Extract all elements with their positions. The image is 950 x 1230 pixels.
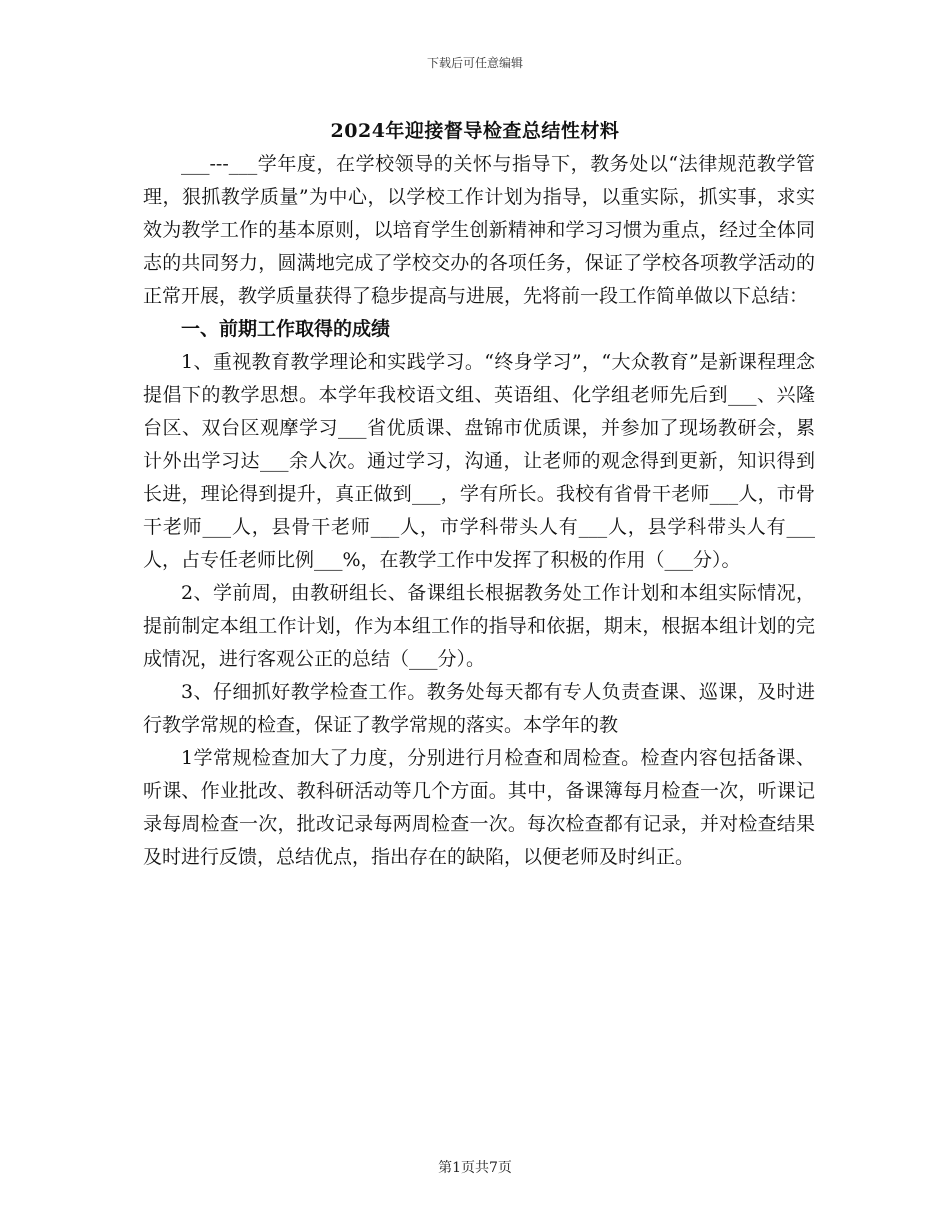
- document-body: [143, 148, 815, 874]
- item-3-paragraph: 3、仔细抓好教学检查工作。教务处每天都有专人负责查课、巡课，及时进行教学常规的检查，保证了教学常规的落实。本学年的教: [143, 681, 815, 736]
- page-footer: 第1页共7页: [438, 1160, 512, 1176]
- item-2-paragraph: 2、学前周，由教研组长、备课组长根据教务处工作计划和本组实际情况，提前制定本组工作计划，作为本组工作的指导和依据，期末，根据本组计划的完成情况，进行客观公正的总结（___分）。: [143, 582, 815, 670]
- section-heading: 一、前期工作取得的成绩: [181, 318, 391, 340]
- header-note: 下载后可任意编辑: [426, 56, 523, 70]
- document-title: 2024年迎接督导检查总结性材料: [330, 120, 620, 142]
- item-3-continuation: 1学常规检查加大了力度，分别进行月检查和周检查。检查内容包括备课、听课、作业批改、教科研活动等几个方面。其中，备课簿每月检查一次，听课记录每周检查一次，批改记录每两周检查一次。每次检查都有记录，并对检查结果及时进行反馈，总结优点，指出存在的缺陷，以便老师及时纠正。: [143, 747, 815, 868]
- intro-paragraph: ___---___学年度，在学校领导的关怀与指导下，教务处以“法律规范教学管理，狠抓教学质量”为中心，以学校工作计划为指导，以重实际，抓实事，求实效为教学工作的基本原则，以培育学生创新精神和学习习惯为重点，经过全体同志的共同努力，圆满地完成了学校交办的各项任务，保证了学校各项教学活动的正常开展，教学质量获得了稳步提高与进展，先将前一段工作简单做以下总结：: [143, 153, 815, 307]
- item-1-paragraph: 1、重视教育教学理论和实践学习。“终身学习”，“大众教育”是新课程理念提倡下的教学思想。本学年我校语文组、英语组、化学组老师先后到___、兴隆台区、双台区观摩学习___省优质课、盘锦市优质课，并参加了现场教研会，累计外出学习达___余人次。通过学习，沟通，让老师的观念得到更新，知识得到长进，理论得到提升，真正做到___，学有所长。我校有省骨干老师___人，市骨干老师___人，县骨干老师___人，市学科带头人有___人，县学科带头人有___人，占专任老师比例___%，在教学工作中发挥了积极的作用（___分）。: [143, 351, 815, 571]
